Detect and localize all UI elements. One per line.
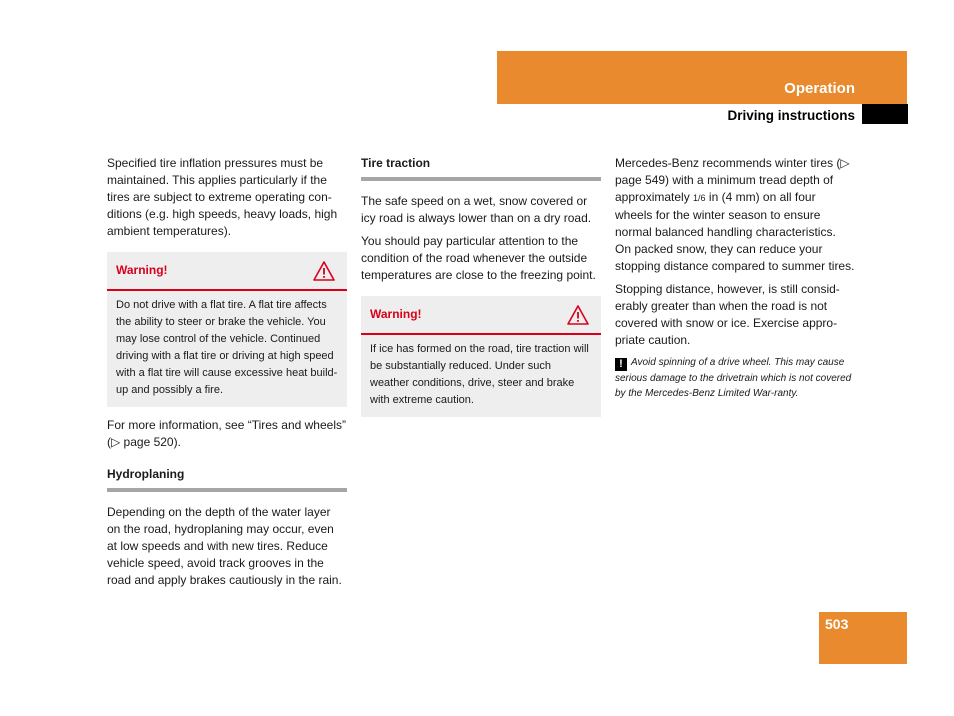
warning-label: Warning! [116, 263, 168, 277]
traction-paragraph-1: The safe speed on a wet, snow covered or icy road is always lower than on a dry road. [361, 194, 592, 225]
warning-text: Do not drive with a flat tire. A flat tire affects the ability to steer or brake the vehicle. You may lose control of the vehicle. Continued driving with a flat tire or driving at high speed with a flat tire will cause excessive heat build-up and possibly a fire. [116, 299, 338, 396]
traction-paragraph-2: You should pay particular attention to the condition of the road whenever the outside temperatures are close to the freezing point. [361, 234, 596, 282]
subsection-tab-marker [862, 104, 908, 124]
page-number: 503 [825, 616, 849, 632]
exclamation-icon: ! [615, 358, 627, 371]
warning-label: Warning! [370, 307, 422, 321]
warning-header [361, 296, 601, 335]
warning-triangle-icon [313, 261, 335, 281]
section-header-bar [497, 51, 907, 104]
warning-header [107, 252, 347, 291]
column-left [107, 155, 347, 595]
note-text: Avoid spinning of a drive wheel. This may cause serious damage to the drivetrain which is not covered by the Mercedes-Benz Limited War-ranty. [615, 357, 852, 399]
tire-traction-heading: Tire traction [361, 155, 601, 181]
warning-text: If ice has formed on the road, tire traction will be substantially reduced. Under such weather conditions, drive, steer and brake with extreme caution. [370, 343, 589, 406]
warning-box-flat-tire [107, 252, 347, 407]
warning-box-ice [361, 296, 601, 417]
column-middle [361, 155, 601, 427]
hydroplaning-heading: Hydroplaning [107, 466, 347, 492]
note-block [615, 355, 855, 401]
winter-tires-paragraph: Mercedes-Benz recommends winter tires (▷ page 549) with a minimum tread depth of approximately 1/6 in (4 mm) on all four wheels for the winter season to ensure normal balanced handling characteristics. On packed snow, they can reduce your stopping distance compared to summer tires. [615, 156, 855, 273]
more-info-paragraph: For more information, see “Tires and wheels” (▷ page 520). [107, 418, 346, 449]
hydroplaning-paragraph: Depending on the depth of the water layer on the road, hydroplaning may occur, even at low speeds and with new tires. Reduce vehicle speed, avoid track grooves in the road and apply brakes cautiously in the rain. [107, 505, 342, 587]
section-title: Operation [784, 80, 855, 97]
warning-triangle-icon [567, 305, 589, 325]
page-number-box [819, 612, 907, 664]
stopping-distance-paragraph: Stopping distance, however, is still consid-erably greater than when the road is not covered with snow or ice. Exercise appro-priate caution. [615, 282, 840, 347]
column-right [615, 155, 855, 401]
inflation-paragraph: Specified tire inflation pressures must be maintained. This applies particularly if the tires are subject to extreme operating con-ditions (e.g. high speeds, heavy loads, high ambient temperatures). [107, 156, 338, 238]
subsection-title: Driving instructions [727, 108, 855, 123]
tread-depth-fraction: 1/6 [693, 193, 706, 203]
